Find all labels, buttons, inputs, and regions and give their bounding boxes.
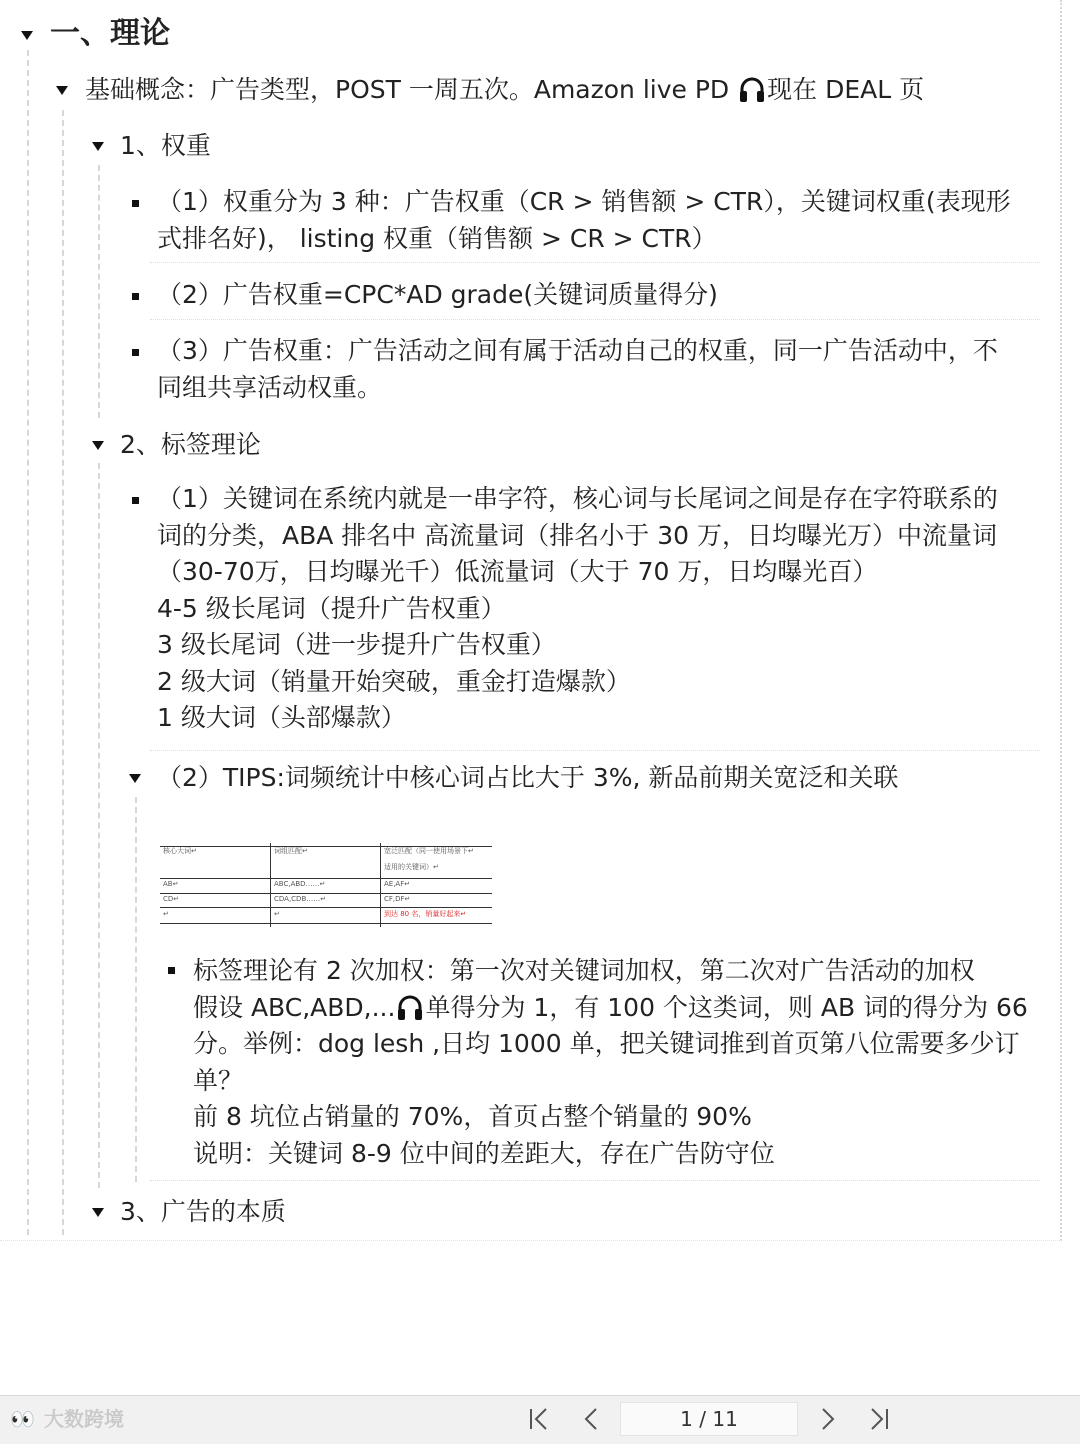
bullet-icon	[132, 293, 139, 300]
indent-guide	[27, 50, 29, 1235]
list-item-line: 前 8 坑位占销量的 70%，首页占整个销量的 90%	[193, 1102, 752, 1131]
list-item-text: 单得分为 1，有 100 个这类词，则 AB 词的得分为 66	[425, 992, 1028, 1022]
row-separator	[150, 750, 1040, 751]
collapse-toggle-icon[interactable]	[129, 774, 141, 783]
subsection-title: 3、广告的本质	[120, 1197, 286, 1226]
list-item-line: （30-70万，日均曝光千）低流量词（大于 70 万，日均曝光百）	[157, 557, 878, 586]
pager-bar	[0, 1395, 1080, 1444]
table-cell: CD↵	[163, 895, 180, 903]
first-page-icon	[524, 1404, 554, 1434]
watermark-text: 大数跨境	[44, 1407, 124, 1431]
next-page-icon	[812, 1404, 842, 1434]
list-item-line: 2 级大词（销量开始突破，重金打造爆款）	[157, 666, 631, 696]
list-item: （2）TIPS:词频统计中核心词占比大于 3%, 新品前期关宽泛和关联	[157, 763, 899, 792]
watermark	[10, 1406, 124, 1432]
indent-guide	[98, 463, 100, 1188]
list-item-line: 4-5 级长尾词（提升广告权重）	[157, 593, 506, 623]
table-cell: AB↵	[163, 880, 179, 888]
row-separator	[150, 262, 1040, 263]
indent-guide	[62, 110, 64, 1235]
table-header: 核心大词↵	[163, 847, 197, 855]
basic-concept-text: 基础概念：广告类型，POST 一周五次。Amazon live PD	[85, 75, 738, 104]
collapse-toggle-icon[interactable]	[21, 31, 33, 40]
table-header: 适用的关键词）↵	[384, 863, 439, 871]
table-cell: AE,AF↵	[384, 880, 411, 888]
indent-guide	[135, 797, 137, 1182]
row-separator	[150, 319, 1040, 320]
bullet-icon	[132, 349, 139, 356]
list-item-line: 同组共享活动权重。	[157, 372, 383, 402]
list-item	[157, 184, 1011, 257]
list-item-line: 3 级长尾词（进一步提升广告权重）	[157, 630, 556, 659]
bullet-icon	[132, 200, 139, 207]
list-item-line: 说明：关键词 8-9 位中间的差距大，存在广告防守位	[193, 1138, 775, 1168]
page-indicator[interactable]: 1 / 11	[620, 1402, 798, 1436]
collapse-toggle-icon[interactable]	[92, 142, 104, 151]
table-cell: ↵	[274, 910, 280, 918]
list-item	[157, 481, 998, 737]
section-heading: 一、理论	[50, 16, 170, 51]
list-item-line: 式排名好)， listing 权重（销售额 > CR > CTR）	[157, 223, 717, 253]
basic-concept-text-tail: 现在 DEAL 页	[767, 75, 925, 104]
list-item-line: 标签理论有 2 次加权：第一次对关键词加权，第二次对广告活动的加权	[193, 956, 975, 985]
list-item	[157, 277, 718, 314]
list-item-line: 单？	[193, 1065, 244, 1095]
list-item-text: 假设 ABC,ABD,...	[193, 992, 396, 1022]
table-cell: CF,DF↵	[384, 895, 411, 903]
list-item-line: （3）广告权重：广告活动之间有属于活动自己的权重，同一广告活动中，不	[157, 336, 998, 365]
row-separator	[150, 1180, 1040, 1181]
headphones-icon	[737, 74, 767, 104]
list-item	[157, 333, 998, 406]
collapse-toggle-icon[interactable]	[56, 86, 68, 95]
bullet-icon	[168, 967, 175, 974]
subsection-title: 1、权重	[120, 131, 211, 160]
keyword-table-image	[160, 843, 492, 927]
next-page-button[interactable]	[812, 1404, 842, 1434]
list-item-line: 1 级大词（头部爆款）	[157, 703, 406, 732]
list-item-line: （1）权重分为 3 种：广告权重（CR > 销售额 > CTR），关键词权重(表现形	[157, 187, 1011, 216]
prev-page-button[interactable]	[577, 1404, 607, 1434]
table-header: 词组匹配↵	[274, 847, 308, 855]
first-page-button[interactable]	[524, 1404, 554, 1434]
prev-page-icon	[577, 1404, 607, 1434]
table-cell-red-note: 到达 80 名，销量好起来↵	[384, 910, 467, 918]
watermark-logo-icon: 👀	[10, 1407, 35, 1431]
headphones-icon	[395, 992, 425, 1022]
collapse-toggle-icon[interactable]	[92, 1208, 104, 1217]
bullet-icon	[132, 497, 139, 504]
table-header: 宽泛匹配（同一使用场景下↵	[384, 847, 474, 855]
table-cell: ABC,ABD……↵	[274, 880, 326, 888]
list-item-line	[193, 990, 1028, 1027]
table-cell: CDA,CDB……↵	[274, 895, 327, 903]
list-item	[193, 953, 1028, 1172]
subsection-title: 2、标签理论	[120, 430, 261, 459]
list-item-line: （1）关键词在系统内就是一串字符，核心词与长尾词之间是存在字符联系的	[157, 484, 998, 513]
last-page-button[interactable]	[864, 1404, 894, 1434]
table-cell: ↵	[163, 910, 169, 918]
list-item-line: 词的分类，ABA 排名中 高流量词（排名小于 30 万，日均曝光万）中流量词	[157, 520, 997, 550]
list-item-line: 分。举例：dog lesh ,日均 1000 单，把关键词推到首页第八位需要多少订	[193, 1029, 1020, 1058]
last-page-icon	[864, 1404, 894, 1434]
basic-concept-line	[85, 72, 924, 108]
indent-guide	[98, 165, 100, 418]
collapse-toggle-icon[interactable]	[92, 441, 104, 450]
list-item-line: （2）广告权重=CPC*AD grade(关键词质量得分)	[157, 280, 718, 309]
